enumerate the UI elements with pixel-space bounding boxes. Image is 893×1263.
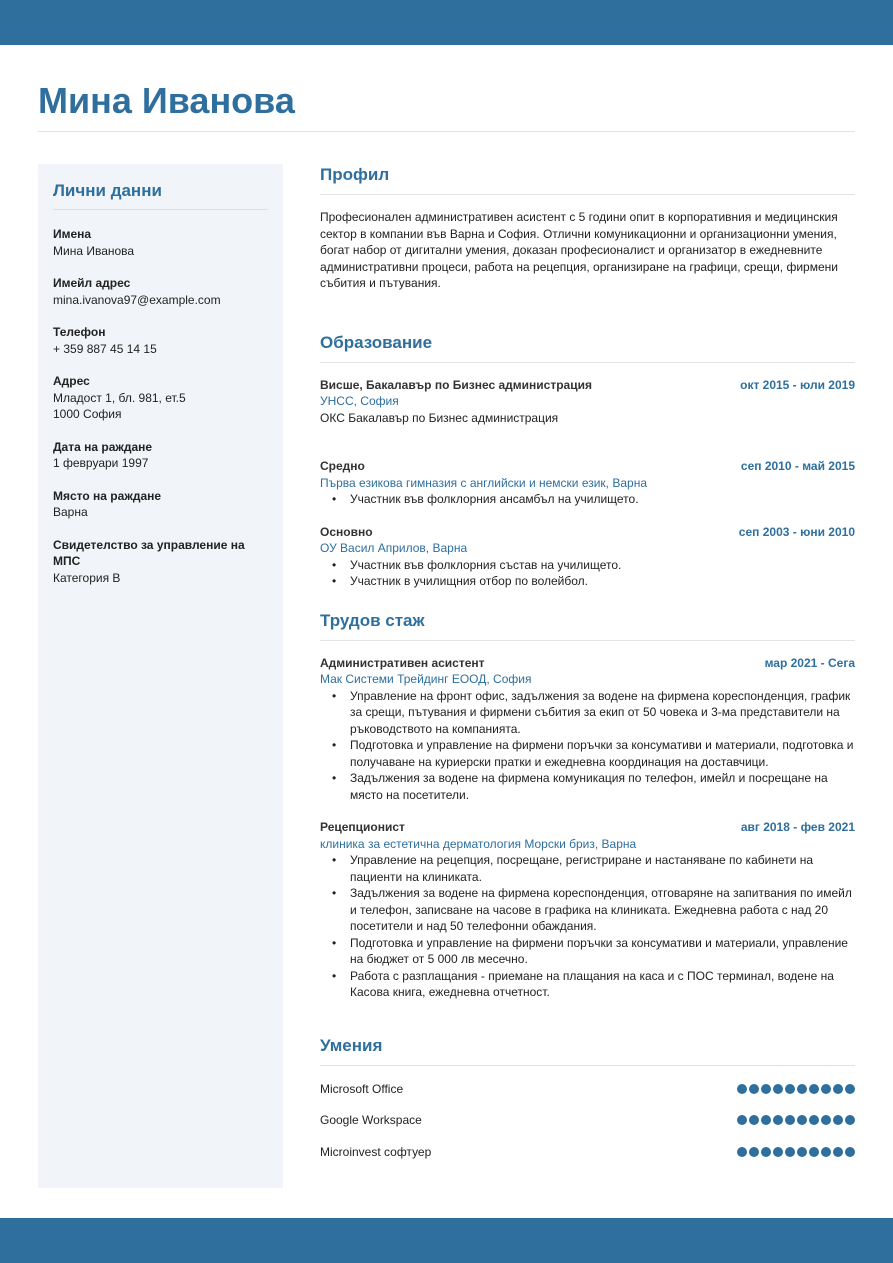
personal-data-value: Варна [53,505,88,519]
profile-divider [320,194,855,195]
bullet-item: • Управление на фронт офис, задължения за водене на фирмена кореспонденция, график за срещи, пътувания и фирмени събития за екип от 50 човека и 3-ма представители на ръководството на компанията. [332,688,855,738]
skill-row [320,1112,855,1128]
personal-data-label: Дата на раждане [53,439,153,454]
skill-dot [737,1147,747,1157]
skill-dot [749,1147,759,1157]
personal-data-label: Място на раждане [53,488,162,503]
personal-data-value: 1 февруари 1997 [53,456,149,470]
bullet-item: • Работа с разплащания - приемане на плащания на каса и с ПОС терминал, водене на Касова книга, ежедневна отчетност. [332,968,855,1001]
date-range: мар 2021 - Сега [764,655,855,670]
bullet-item: • Подготовка и управление на фирмени поръчки за консумативи и материали, управление на бюджет от 5 000 лв месечно. [332,935,855,968]
date-range: окт 2015 - юли 2019 [740,377,855,392]
profile-text: Професионален административен асистент с 5 години опит в корпоративния и медицинския сектор в компании във Варна и София. Отлични комуникационни и организационни умения, богат набор от дигитални умения, доказан професионалист и организатор в ежедневните административни процеси, работа на рецепция, организиране на графици, срещи, фирмени събития и пътувания. [320,210,838,291]
skill-level-dots [737,1147,855,1157]
experience-title: Трудов стаж [320,610,425,630]
skill-dot [821,1147,831,1157]
education-title: Образование [320,332,433,352]
entry-header [320,655,855,672]
job-title: Рецепционист [320,820,405,835]
bullet-item: • Задължения за водене на фирмена кореспонденция, отговаряне на запитвания по имейл и телефон, записване на часове в графика на клиниката. Ежедневна работа с над 20 посетители и над 50 телефонни обаждания. [332,885,855,935]
education-list [320,377,855,590]
skill-dot [737,1115,747,1125]
experience-entry [320,655,855,804]
skill-dot [845,1084,855,1094]
skill-dot [797,1084,807,1094]
bullet-item: • Управление на рецепция, посрещане, регистриране и настаняване по кабинети на пациенти на клиниката. [332,852,855,885]
personal-data-value: + 359 887 45 14 15 [53,341,157,356]
experience-entry [320,819,855,1001]
personal-data-label: Телефон [53,325,106,339]
main-column [320,164,855,1175]
bullet-item: • Задължения за водене на фирмена комуникация по телефон, имейл и посрещане на място на посетители. [332,770,855,803]
skill-dot [833,1147,843,1157]
bullet-list [320,491,855,508]
skill-dot [785,1147,795,1157]
personal-data-label: Имейл адрес [53,276,131,290]
bullet-item: • Подготовка и управление на фирмени поръчки за консумативи и материали, подготовка и получаване на куриерски пратки и ежедневна координация на доставчици. [332,737,855,770]
school-name: Първа езикова гимназия с английски и немски език, Варна [320,475,648,490]
employer-name: Мак Системи Трейдинг ЕООД, София [320,672,532,687]
personal-data-value: Категория B [53,570,121,585]
skill-name: Microsoft Office [320,1081,404,1096]
skill-dot [749,1084,759,1094]
entry-header [320,458,855,475]
personal-data-value: Младост 1, бл. 981, ет.5 1000 София [53,390,186,421]
skill-row [320,1081,855,1097]
top-accent-bar [0,0,893,45]
date-range: сеп 2010 - май 2015 [740,459,855,474]
skill-dot [761,1147,771,1157]
skills-divider [320,1065,855,1066]
personal-data-item [53,226,269,259]
personal-data-item [53,488,269,521]
skill-dot [845,1147,855,1157]
education-divider [320,362,855,363]
education-entry [320,377,855,427]
skills-list [320,1081,855,1160]
personal-data-item [53,537,269,587]
bullet-item: • Участник във фолклорния ансамбъл на училището. [332,491,855,508]
skill-dot [821,1084,831,1094]
bullet-list [320,557,855,590]
personal-data-sidebar [38,164,283,1188]
skill-dot [749,1115,759,1125]
sidebar-title: Лични данни [53,181,162,200]
degree-title: Основно [320,524,373,539]
employer-name: клиника за естетична дерматология Морски бриз, Варна [320,836,637,851]
name-divider [38,131,855,132]
skill-level-dots [737,1115,855,1125]
skill-dot [833,1084,843,1094]
personal-data-list [53,226,269,586]
entry-description: ОКС Бакалавър по Бизнес администрация [320,410,559,425]
skills-title: Умения [320,1035,383,1055]
candidate-name: Мина Иванова [38,80,295,121]
profile-title: Профил [320,165,390,184]
skill-dot [785,1115,795,1125]
bullet-item: • Участник във фолклорния състав на училището. [332,557,855,574]
personal-data-item [53,439,269,472]
skill-dot [809,1147,819,1157]
skill-dot [773,1084,783,1094]
bullet-item: • Участник в училищния отбор по волейбол. [332,573,855,590]
entry-header [320,377,855,394]
personal-data-item [53,324,269,357]
job-title: Административен асистент [320,655,485,670]
skill-dot [809,1084,819,1094]
skill-dot [797,1115,807,1125]
experience-section [320,610,855,1001]
personal-data-value: mina.ivanova97@example.com [53,292,221,307]
personal-data-label: Адрес [53,374,90,388]
skill-row [320,1144,855,1160]
skill-dot [797,1147,807,1157]
bullet-list [320,688,855,804]
bullet-list [320,852,855,1001]
skill-dot [809,1115,819,1125]
date-range: сеп 2003 - юни 2010 [738,524,855,539]
degree-title: Висше, Бакалавър по Бизнес администрация [320,377,592,392]
education-section [320,332,855,590]
skill-dot [761,1084,771,1094]
skill-dot [737,1084,747,1094]
skill-dot [833,1115,843,1125]
personal-data-item [53,373,269,423]
bottom-accent-bar [0,1218,893,1263]
skill-name: Google Workspace [320,1113,422,1128]
entry-header [320,524,855,541]
skills-section [320,1035,855,1160]
skill-dot [773,1147,783,1157]
skill-dot [845,1115,855,1125]
experience-list [320,655,855,1001]
skill-dot [785,1084,795,1094]
education-entry [320,524,855,590]
entry-header [320,819,855,836]
skill-dot [761,1115,771,1125]
personal-data-item [53,275,269,308]
experience-divider [320,640,855,641]
personal-data-label: Свидетелство за управление на МПС [53,537,245,568]
sidebar-divider [53,209,268,210]
date-range: авг 2018 - фев 2021 [740,820,855,835]
school-name: ОУ Васил Априлов, Варна [320,541,468,556]
degree-title: Средно [320,459,365,474]
school-name: УНСС, София [320,394,399,409]
skill-level-dots [737,1084,855,1094]
skill-dot [773,1115,783,1125]
skill-dot [821,1115,831,1125]
skill-name: Microinvest софтуер [320,1144,432,1159]
profile-section [320,164,855,292]
education-entry [320,458,855,508]
personal-data-label: Имена [53,227,92,241]
personal-data-value: Мина Иванова [53,243,135,258]
